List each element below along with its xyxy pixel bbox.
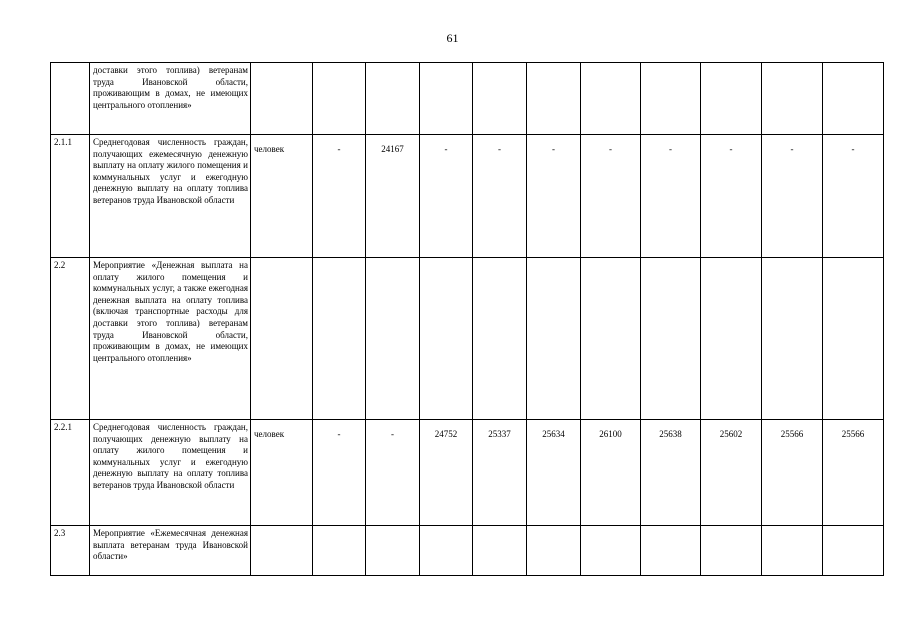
row-unit: человек <box>251 420 313 526</box>
value-cell: - <box>473 135 527 258</box>
row-number: 2.3 <box>51 526 90 576</box>
value-cell <box>366 63 420 135</box>
row-unit <box>251 258 313 420</box>
value-cell: - <box>313 135 366 258</box>
value-cell: 25566 <box>762 420 823 526</box>
row-number: 2.2 <box>51 258 90 420</box>
value-cell: - <box>823 135 884 258</box>
value-cell <box>823 258 884 420</box>
row-description: доставки этого топлива) ветеранам труда Ивановской области, проживающим в домах, не имеющих центрального отопления» <box>90 63 251 135</box>
value-cell: - <box>366 420 420 526</box>
value-cell <box>420 63 473 135</box>
table-row <box>51 420 884 526</box>
value-cell <box>313 526 366 576</box>
value-cell <box>641 258 701 420</box>
value-cell: - <box>701 135 762 258</box>
value-cell: 25638 <box>641 420 701 526</box>
table-row <box>51 135 884 258</box>
value-cell <box>527 526 581 576</box>
indicators-table <box>50 62 884 576</box>
value-cell: - <box>762 135 823 258</box>
row-unit <box>251 526 313 576</box>
row-unit: человек <box>251 135 313 258</box>
value-cell: 25634 <box>527 420 581 526</box>
page-number: 61 <box>446 31 459 45</box>
value-cell <box>762 63 823 135</box>
value-cell <box>641 526 701 576</box>
value-cell <box>527 258 581 420</box>
value-cell: - <box>581 135 641 258</box>
value-cell: 25602 <box>701 420 762 526</box>
value-cell: 24167 <box>366 135 420 258</box>
value-cell: 25337 <box>473 420 527 526</box>
value-cell <box>762 526 823 576</box>
table-row <box>51 258 884 420</box>
value-cell <box>366 526 420 576</box>
value-cell: 26100 <box>581 420 641 526</box>
value-cell <box>420 258 473 420</box>
value-cell <box>366 258 420 420</box>
value-cell <box>701 258 762 420</box>
value-cell <box>527 63 581 135</box>
row-description: Среднегодовая численность граждан, получающих ежемесячную денежную выплату на оплату жилого помещения и коммунальных услуг и ежегодную денежную выплату на оплату топлива ветеранов труда Ивановской области <box>90 135 251 258</box>
value-cell <box>473 526 527 576</box>
row-unit <box>251 63 313 135</box>
row-description: Мероприятие «Ежемесячная денежная выплата ветеранам труда Ивановской области» <box>90 526 251 576</box>
value-cell: - <box>527 135 581 258</box>
row-number: 2.2.1 <box>51 420 90 526</box>
value-cell <box>641 63 701 135</box>
table-row <box>51 526 884 576</box>
row-number: 2.1.1 <box>51 135 90 258</box>
value-cell: 24752 <box>420 420 473 526</box>
row-number <box>51 63 90 135</box>
value-cell <box>473 63 527 135</box>
value-cell <box>701 63 762 135</box>
value-cell <box>701 526 762 576</box>
value-cell <box>581 526 641 576</box>
value-cell: - <box>641 135 701 258</box>
value-cell <box>313 258 366 420</box>
value-cell <box>473 258 527 420</box>
value-cell <box>420 526 473 576</box>
value-cell: - <box>420 135 473 258</box>
table-row <box>51 63 884 135</box>
value-cell: - <box>313 420 366 526</box>
value-cell <box>823 526 884 576</box>
value-cell <box>581 63 641 135</box>
row-description: Мероприятие «Денежная выплата на оплату жилого помещения и коммунальных услуг, а также ежегодная денежная выплата на оплату топлива (включая транспортные расходы для доставки этого топлива) ветеранам труда Ивановской области, проживающим в домах, не имеющих центрального отопления» <box>90 258 251 420</box>
value-cell: 25566 <box>823 420 884 526</box>
value-cell <box>581 258 641 420</box>
value-cell <box>313 63 366 135</box>
value-cell <box>762 258 823 420</box>
value-cell <box>823 63 884 135</box>
row-description: Среднегодовая численность граждан, получающих денежную выплату на оплату жилого помещения и коммунальных услуг и ежегодную денежную выплату на оплату топлива ветеранов труда Ивановской области <box>90 420 251 526</box>
